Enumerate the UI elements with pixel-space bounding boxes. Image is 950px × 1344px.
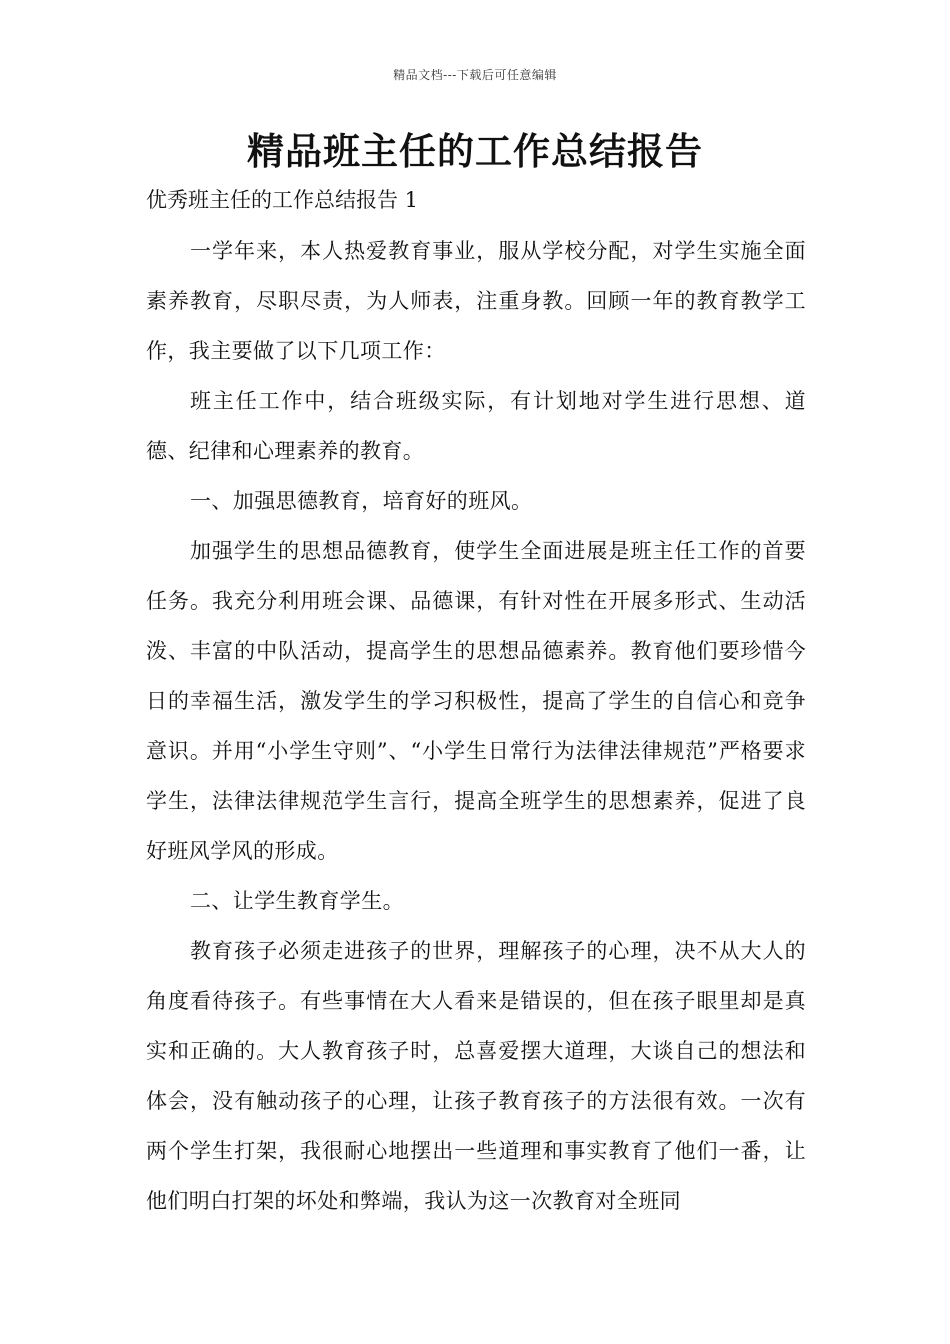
- section-heading: 二、让学生教育学生。: [190, 889, 404, 913]
- paragraph: 加强学生的思想品德教育，使学生全面进展是班主任工作的首要任务。我充分利用班会课、品德课，有针对性在开展多形式、生动活泼、丰富的中队活动，提高学生的思想品德素养。教育他们要珍惜今日的幸福生活，激发学生的学习积极性，提高了学生的自信心和竞争意识。并用“小学生守则”、“小学生日常行为法律法律规范”严格要求学生，法律法律规范学生言行，提高全班学生的思想素养，促进了良好班风学风的形成。: [146, 539, 806, 863]
- section-subtitle: 优秀班主任的工作总结报告 1: [146, 188, 419, 212]
- document-title: 精品班主任的工作总结报告: [247, 130, 703, 173]
- section-heading: 一、加强思德教育，培育好的班风。: [190, 489, 533, 513]
- paragraph: 教育孩子必须走进孩子的世界，理解孩子的心理，决不从大人的角度看待孩子。有些事情在大人看来是错误的，但在孩子眼里却是真实和正确的。大人教育孩子时，总喜爱摆大道理，大谈自己的想法和体会，没有触动孩子的心理，让孩子教育孩子的方法很有效。一次有两个学生打架，我很耐心地摆出一些道理和事实教育了他们一番，让他们明白打架的坏处和弊端，我认为这一次教育对全班同: [146, 939, 806, 1213]
- paragraph: 班主任工作中，结合班级实际，有计划地对学生进行思想、道德、纪律和心理素养的教育。: [146, 389, 806, 463]
- paragraph: 一学年来，本人热爱教育事业，服从学校分配，对学生实施全面素养教育，尽职尽责，为人师表，注重身教。回顾一年的教育教学工作，我主要做了以下几项工作：: [146, 239, 806, 363]
- document-body: [146, 226, 806, 1226]
- header-note: 精品文档---下载后可任意编辑: [393, 68, 557, 82]
